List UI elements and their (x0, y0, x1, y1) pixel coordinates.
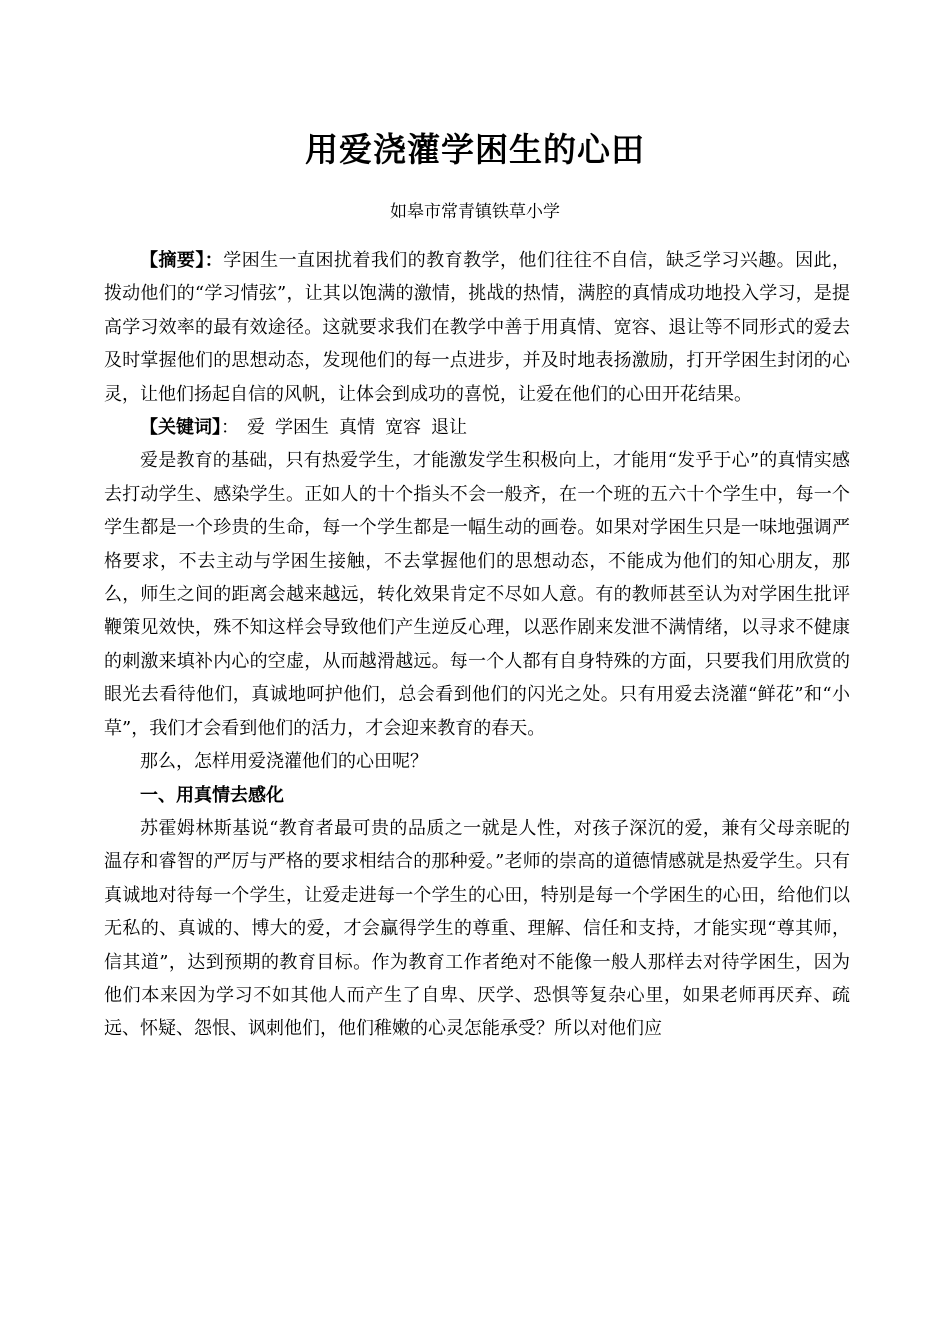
body-paragraph: 苏霍姆林斯基说“教育者最可贵的品质之一就是人性，对孩子深沉的爱，兼有父母亲昵的温存和睿智的严厉与严格的要求相结合的那种爱。”老师的崇高的道德情感就是热爱学生。只有真诚地对待每一个学生，让爱走进每一个学生的心田，特别是每一个学困生的心田，给他们以无私的、真诚的、博大的爱，才会赢得学生的尊重、理解、信任和支持，才能实现“尊其师，信其道”，达到预期的教育目标。作为教育工作者绝对不能像一般人那样去对待学困生，因为他们本来因为学习不如其他人而产生了自卑、厌学、恐惧等复杂心里，如果老师再厌弃、疏远、怀疑、怨恨、讽刺他们，他们稚嫩的心灵怎能承受？所以对他们应 (104, 817, 850, 1040)
keywords-label: 【关键词】 (140, 417, 221, 439)
keyword-term: 爱 (247, 417, 265, 439)
abstract-label: 【摘要】 (140, 250, 205, 271)
body-paragraph: 爱是教育的基础，只有热爱学生，才能激发学生积极向上，才能用“发乎于心”的真情实感去打动学生、感染学生。正如人的十个指头不会一般齐，在一个班的五六十个学生中，每一个学生都是一个珍贵的生命，每一个学生都是一幅生动的画卷。如果对学困生只是一味地强调严格要求，不去主动与学困生接触，不去掌握他们的思想动态，不能成为他们的知心朋友，那么，师生之间的距离会越来越远，转化效果肯定不尽如人意。有的教师甚至认为对学困生批评鞭策见效快，殊不知这样会导致他们产生逆反心理，以恶作剧来发泄不满情绪，以寻求不健康的刺激来填补内心的空虚，从而越滑越远。每一个人都有自身特殊的方面，只要我们用欣赏的眼光去看待他们，真诚地呵护他们，总会看到他们的闪光之处。只有用爱去浇灌“鲜花”和“小草”，我们才会看到他们的活力，才会迎来教育的春天。 (104, 450, 850, 739)
section-heading: 一、用真情去感化 (140, 784, 284, 806)
keywords-colon: ： (221, 417, 239, 439)
document-body (104, 244, 850, 1046)
abstract-text: 学困生一直困扰着我们的教育教学，他们往往不自信，缺乏学习兴趣。因此，拨动他们的“学习情弦”，让其以饱满的激情，挑战的热情，满腔的真情成功地投入学习，是提高学习效率的最有效途径。这就要求我们在教学中善于用真情、宽容、退让等不同形式的爱去及时掌握他们的思想动态，发现他们的每一点进步，并及时地表扬激励，打开学困生封闭的心灵，让他们扬起自信的风帆，让体会到成功的喜悦，让爱在他们的心田开花结果。 (104, 250, 851, 405)
abstract-paragraph (104, 244, 850, 411)
keyword-term: 学困生 (275, 417, 329, 439)
abstract-colon: ： (204, 250, 224, 271)
keywords-paragraph (104, 411, 850, 444)
body-paragraph: 那么，怎样用爱浇灌他们的心田呢？ (140, 751, 428, 773)
school-name: 如皋市常青镇铁草小学 (390, 202, 560, 222)
keyword-term: 退让 (431, 417, 467, 439)
keyword-term: 宽容 (385, 417, 421, 439)
keyword-term: 真情 (339, 417, 375, 439)
document-title: 用爱浇灌学困生的心田 (305, 130, 645, 169)
